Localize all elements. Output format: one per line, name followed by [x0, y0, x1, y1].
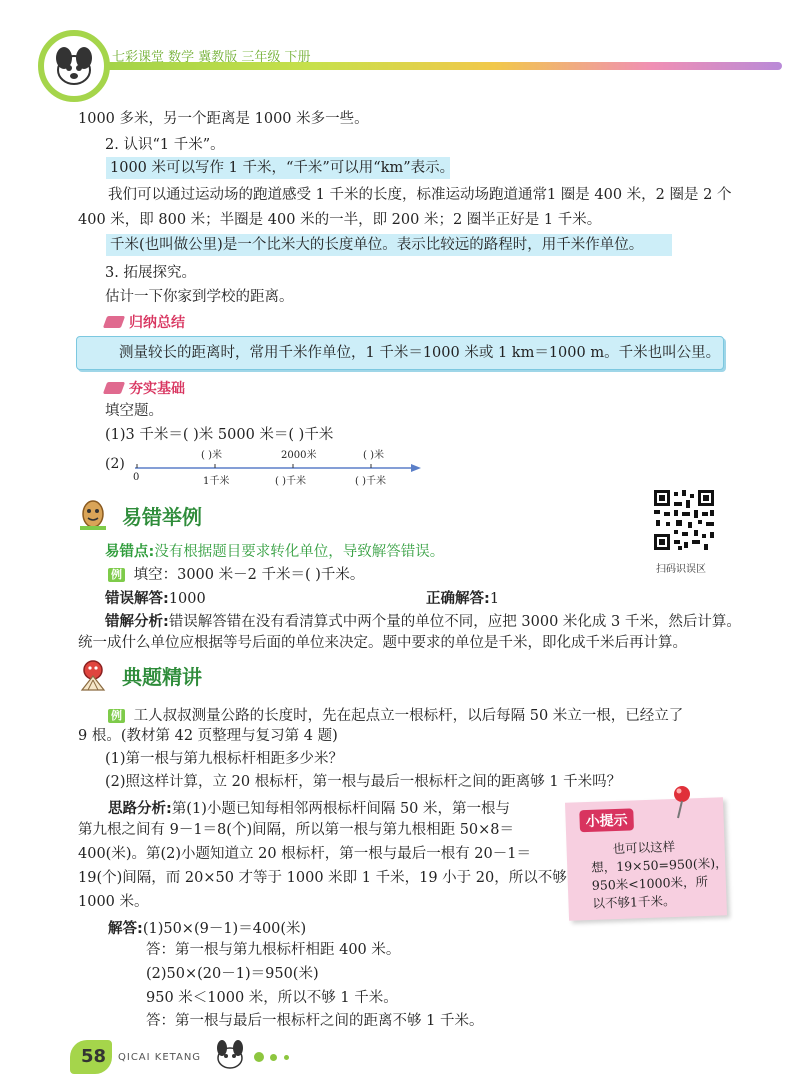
footer-dot-3 — [284, 1055, 289, 1060]
analysis-label: 错解分析: — [105, 614, 169, 630]
example-badge: 例 — [108, 709, 125, 723]
mistakes-point-label: 易错点: — [105, 544, 155, 560]
basics-q1: (1)3 千米＝( )米 5000 米＝( )千米 — [105, 427, 334, 443]
lecture-analysis-line-3: 400(米)。第(2)小题知道立 20 根标杆，第一根与最后一根有 20－1＝ — [78, 846, 531, 862]
lecture-answer-line-2: 答：第一根与第九根标杆相距 400 米。 — [146, 942, 401, 958]
number-line — [125, 440, 425, 490]
mascot-apple-icon — [74, 656, 112, 694]
numberline-bottom-label-4: ( )千米 — [355, 476, 386, 487]
summary-heading-text: 归纳总结 — [129, 315, 185, 331]
tip-line-2: 想，19×50=950(米)， — [590, 855, 728, 875]
wrong-answer-value: 1000 — [168, 591, 206, 607]
highlight-box-2 — [106, 234, 672, 256]
highlight-text-2: 千米(也叫做公里)是一个比米大的长度单位。表示比较远的路程时，用千米作单位。 — [110, 237, 644, 253]
lecture-answer-line-3: (2)50×(20－1)＝950(米) — [146, 966, 319, 982]
body-line-5: 估计一下你家到学校的距离。 — [105, 289, 294, 305]
mistakes-wrong — [105, 587, 206, 608]
body-line-2: 2. 认识“1 千米”。 — [105, 137, 225, 153]
basics-intro: 填空题。 — [105, 403, 163, 419]
basics-heading — [105, 378, 185, 398]
example-badge: 例 — [108, 568, 125, 582]
mistakes-right — [426, 587, 499, 608]
page-number-badge — [70, 1040, 112, 1074]
mistakes-analysis-2: 统一成什么单位应根据等号后面的单位来决定。题中要求的单位是千米，即化成千米后再计算。 — [78, 635, 687, 651]
lecture-problem-text-1: 工人叔叔测量公路的长度时，先在起点立一根标杆，以后每隔 50 米立一根，已经立了 — [133, 708, 684, 724]
lecture-analysis-line-5: 1000 米。 — [78, 894, 149, 910]
lecture-analysis-line-2: 第九根之间有 9－1＝8(个)间隔，所以第一根与第九根相距 50×8＝ — [78, 822, 515, 838]
pushpin-icon — [668, 784, 698, 820]
header-title: 七彩课堂 数学 冀教版 三年级 下册 — [112, 50, 311, 65]
tip-title: 小提示 — [579, 808, 634, 832]
footer-dot-2 — [270, 1054, 277, 1061]
basics-q2-label: (2) — [105, 456, 125, 472]
numberline-top-label-2: 2000米 — [281, 450, 317, 461]
numberline-bottom-label-2: 1千米 — [203, 476, 230, 487]
pencil-icon — [103, 382, 125, 394]
right-answer-label: 正确解答: — [426, 591, 490, 607]
tip-line-3: 950米<1000米，所 — [591, 873, 709, 893]
qr-code[interactable] — [652, 488, 716, 552]
lecture-analysis-text-1: 第(1)小题已知每相邻两根标杆间隔 50 米，第一根与 — [171, 801, 511, 817]
summary-text: 测量较长的距离时，常用千米作单位，1 千米＝1000 米或 1 km＝1000 m。千米也叫公里。 — [119, 345, 721, 361]
right-answer-value: 1 — [489, 591, 500, 607]
analysis-text-1: 错误解答错在没有看清算式中两个量的单位不同，应把 3000 米化成 3 千米，然后计算。 — [168, 614, 741, 630]
lecture-answer-label: 解答: — [108, 921, 143, 937]
mistakes-heading — [74, 496, 202, 534]
basics-heading-text: 夯实基础 — [129, 381, 185, 397]
numberline-top-label-1: ( )米 — [201, 450, 222, 461]
pencil-icon — [103, 316, 125, 328]
lecture-sub-2: (2)照这样计算，立 20 根标杆，第一根与最后一根标杆之间的距离够 1 千米吗？ — [105, 774, 622, 790]
numberline-bottom-label-3: ( )千米 — [275, 476, 306, 487]
lecture-answer-text-1: (1)50×(9－1)＝400(米) — [142, 921, 307, 937]
page-footer — [0, 1030, 800, 1088]
wrong-answer-label: 错误解答: — [105, 591, 169, 607]
lecture-sub-1: (1)第一根与第九根标杆相距多少米？ — [105, 751, 344, 767]
lecture-answer-line-5: 答：第一根与最后一根标杆之间的距离不够 1 千米。 — [146, 1013, 484, 1029]
mistakes-point — [105, 540, 444, 561]
highlight-box-1 — [106, 157, 455, 179]
mascot-egg-icon — [74, 496, 112, 534]
lecture-heading — [74, 656, 202, 694]
lecture-title: 典题精讲 — [122, 664, 202, 689]
page-number: 58 — [81, 1046, 107, 1067]
mistakes-example-text: 填空：3000 米－2 千米＝( )千米。 — [133, 567, 365, 583]
summary-box — [76, 336, 724, 370]
numberline-bottom-label-1: 0 — [133, 472, 140, 483]
page-header — [0, 0, 800, 90]
mistakes-title: 易错举例 — [122, 504, 202, 529]
body-line-3a: 我们可以通过运动场的跑道感受 1 千米的长度，标准运动场跑道通常1 圈是 400 米，2 圈是 2 个 — [108, 187, 732, 203]
footer-brand: QICAI KETANG — [118, 1052, 202, 1063]
summary-heading — [105, 312, 185, 332]
qr-caption: 扫码识误区 — [656, 564, 706, 575]
body-line-3b: 400 米，即 800 米；半圈是 400 米的一半，即 200 米；2 圈半正好是 1 千米。 — [78, 212, 602, 228]
lecture-analysis-label: 思路分析: — [108, 801, 172, 817]
lecture-answer-line-1 — [108, 917, 306, 938]
mistakes-point-text: 没有根据题目要求转化单位，导致解答错误。 — [154, 544, 445, 560]
lecture-problem-2: 9 根。(教材第 42 页整理与复习第 4 题) — [78, 728, 338, 744]
footer-mascot-icon — [210, 1034, 250, 1074]
footer-dot-1 — [254, 1052, 264, 1062]
lecture-analysis-line-1 — [108, 797, 510, 818]
mascot-logo — [38, 30, 110, 102]
numberline-top-label-3: ( )米 — [363, 450, 384, 461]
highlight-text-1: 1000 米可以写作 1 千米，“千米”可以用“km”表示。 — [110, 160, 455, 176]
mistakes-analysis-1 — [105, 610, 741, 631]
body-line-4: 3. 拓展探究。 — [105, 265, 196, 281]
tip-line-1: 也可以这样 — [612, 838, 676, 857]
body-line-1: 1000 多米，另一个距离是 1000 米多一些。 — [78, 111, 369, 127]
tip-line-4: 以不够1千米。 — [592, 893, 676, 911]
lecture-problem-1 — [108, 704, 683, 725]
mistakes-example — [108, 563, 364, 584]
tip-note — [565, 797, 727, 920]
lecture-analysis-line-4: 19(个)间隔，而 20×50 才等于 1000 米即 1 千米，19 小于 20，所以不够 — [78, 870, 567, 886]
lecture-answer-line-4: 950 米＜1000 米，所以不够 1 千米。 — [146, 990, 398, 1006]
